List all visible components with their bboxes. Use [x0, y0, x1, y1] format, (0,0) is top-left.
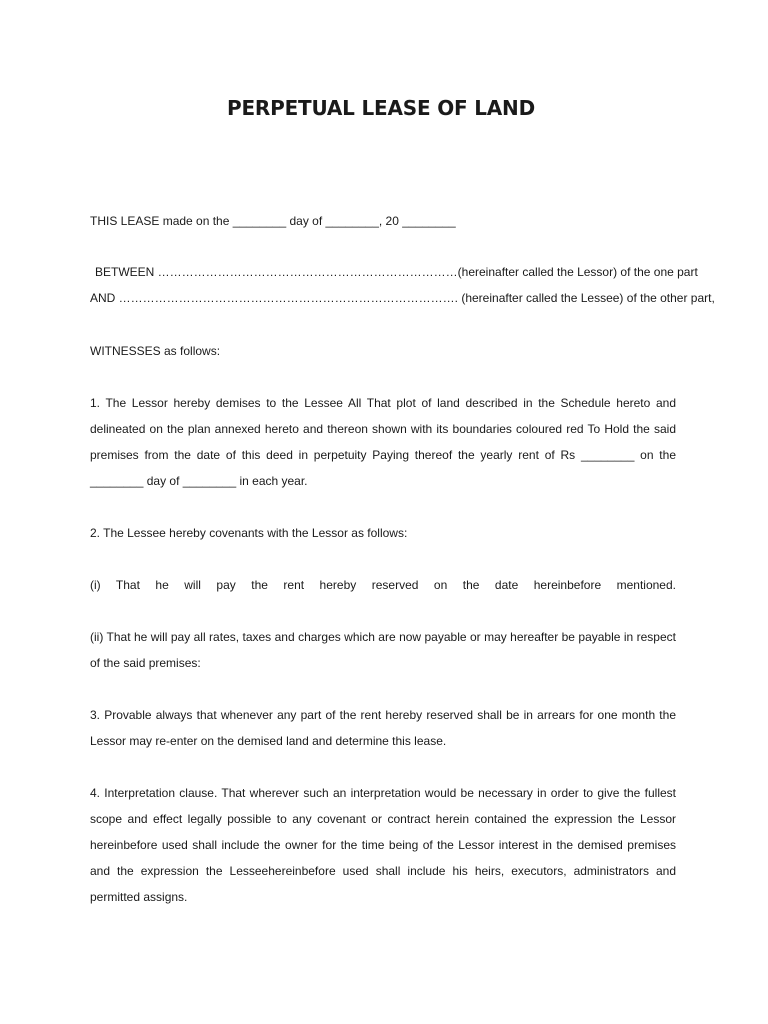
- clause-4: 4. Interpretation clause. That wherever such an interpretation would be necessary in order to give the fullest scope and effect legally possible to any covenant or contract herein contained the expression the Lessor hereinbefore used shall include the owner for the time being of the Lessor interest in the demised premises and the expression the Lesseehereinbefore used shall include his heirs, executors, administrators and permitted assigns.: [90, 786, 676, 904]
- between-lessor-role: (hereinafter called the Lessor) of the one part: [457, 265, 698, 279]
- document-title: PERPETUAL LEASE OF LAND: [227, 96, 535, 120]
- clause-1: 1. The Lessor hereby demises to the Lessee All That plot of land described in the Schedule hereto and delineated on the plan annexed hereto and thereon shown with its boundaries coloured red To Hold the said premises from the date of this deed in perpetuity Paying thereof the yearly rent of Rs ________ on the ________ day of ________ in each year.: [90, 396, 676, 488]
- intro-line: THIS LEASE made on the ________ day of ________, 20 ________: [90, 214, 456, 228]
- clause-2-i: (i) That he will pay the rent hereby reserved on the date hereinbefore mentioned.: [90, 578, 676, 592]
- clause-3: 3. Provable always that whenever any part of the rent hereby reserved shall be in arrears for one month the Lessor may re-enter on the demised land and determine this lease.: [90, 708, 676, 748]
- between-lessor-line: [90, 259, 698, 285]
- parties-block: [90, 259, 715, 311]
- clause-2-ii: (ii) That he will pay all rates, taxes and charges which are now payable or may hereafter be payable in respect of the said premises:: [90, 630, 676, 670]
- between-lessor-name: BETWEEN …………………………………………………………………: [95, 265, 458, 279]
- witnesses-heading: WITNESSES as follows:: [90, 344, 221, 358]
- between-lessee-line: AND …………………………………………………………………………. (hereinafter called the Lessee) of the other part,: [90, 291, 715, 305]
- clause-2: 2. The Lessee hereby covenants with the Lessor as follows:: [90, 526, 408, 540]
